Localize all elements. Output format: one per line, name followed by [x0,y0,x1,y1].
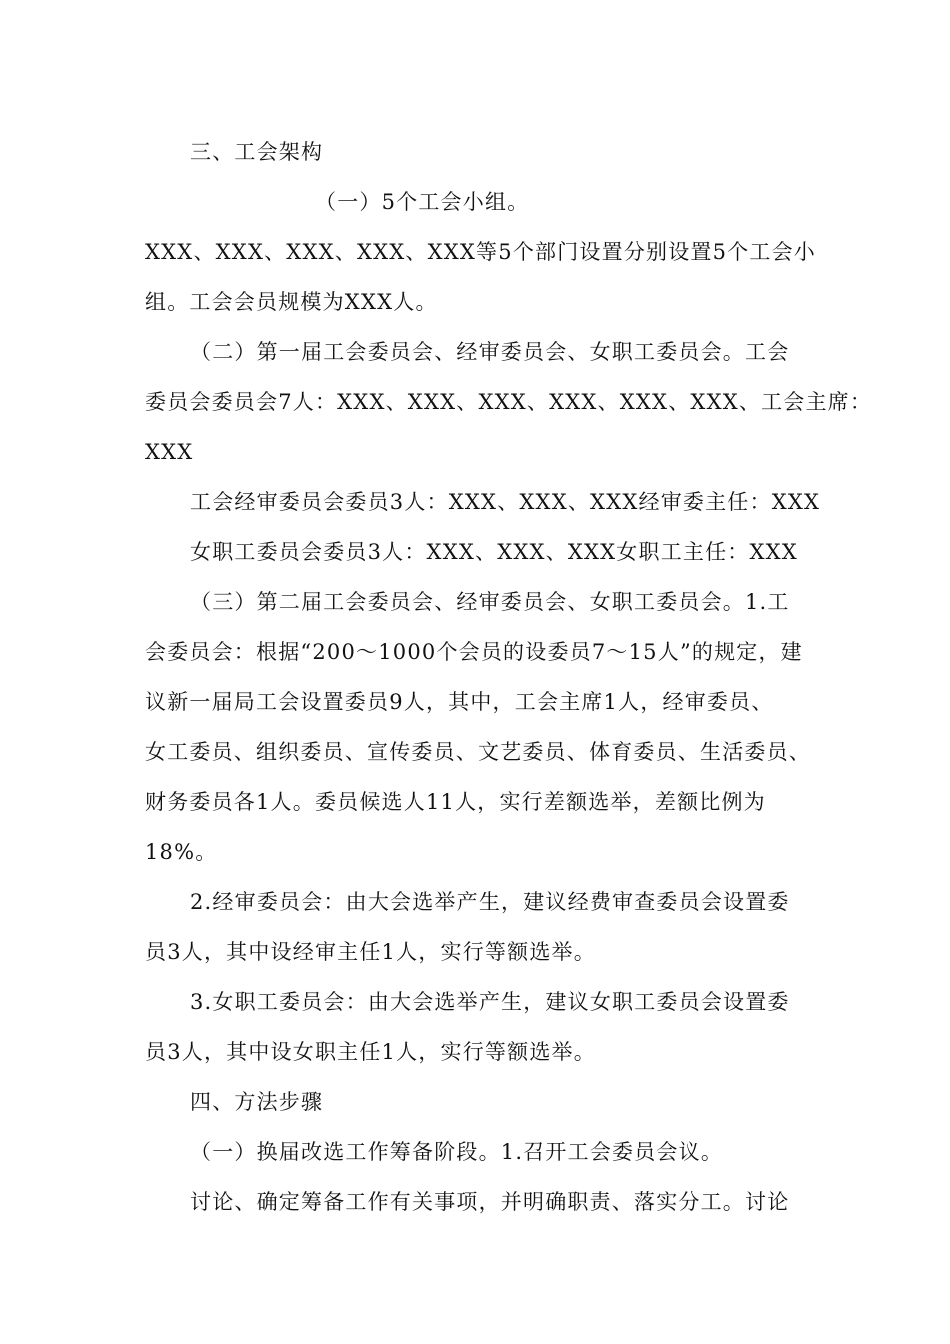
paragraph-line: 2.经审委员会：由大会选举产生，建议经费审查委员会设置委 [190,890,790,914]
paragraph-line: 3.女职工委员会：由大会选举产生，建议女职工委员会设置委 [190,990,790,1014]
section-heading-steps: 四、方法步骤 [190,1090,324,1114]
section-heading-structure: 三、工会架构 [190,140,324,164]
paragraph-line: XXX、XXX、XXX、XXX、XXX等5个部门设置分别设置5个工会小 [145,240,816,264]
paragraph-line: 女工委员、组织委员、宣传委员、文艺委员、体育委员、生活委员、 [145,740,811,764]
paragraph-line: （三）第二届工会委员会、经审委员会、女职工委员会。1.工 [190,590,790,614]
paragraph-line: 女职工委员会委员3人：XXX、XXX、XXX女职工主任：XXX [190,540,798,564]
paragraph-line: 员3人，其中设经审主任1人，实行等额选举。 [145,940,596,964]
paragraph-line: （二）第一届工会委员会、经审委员会、女职工委员会。工会 [190,340,790,364]
paragraph-line: 财务委员各1人。委员候选人11人，实行差额选举，差额比例为 [145,790,766,814]
paragraph-line: 讨论、确定筹备工作有关事项，并明确职责、落实分工。讨论 [190,1190,790,1214]
paragraph-line: 员3人，其中设女职主任1人，实行等额选举。 [145,1040,596,1064]
paragraph-line: 会委员会：根据“200～1000个会员的设委员7～15人”的规定，建 [145,640,803,664]
paragraph-line: 委员会委员会7人：XXX、XXX、XXX、XXX、XXX、XXX、工会主席： [145,390,873,414]
paragraph-line: XXX [145,440,194,464]
subsection-heading-groups: （一）5个工会小组。 [315,190,530,214]
paragraph-line: 组。工会会员规模为XXX人。 [145,290,438,314]
paragraph-line: 议新一届局工会设置委员9人，其中，工会主席1人，经审委员、 [145,690,774,714]
subsection-heading-preparation: （一）换届改选工作筹备阶段。1.召开工会委员会议。 [190,1140,724,1164]
paragraph-line: 18%。 [145,840,218,864]
paragraph-line: 工会经审委员会委员3人：XXX、XXX、XXX经审委主任：XXX [190,490,821,514]
